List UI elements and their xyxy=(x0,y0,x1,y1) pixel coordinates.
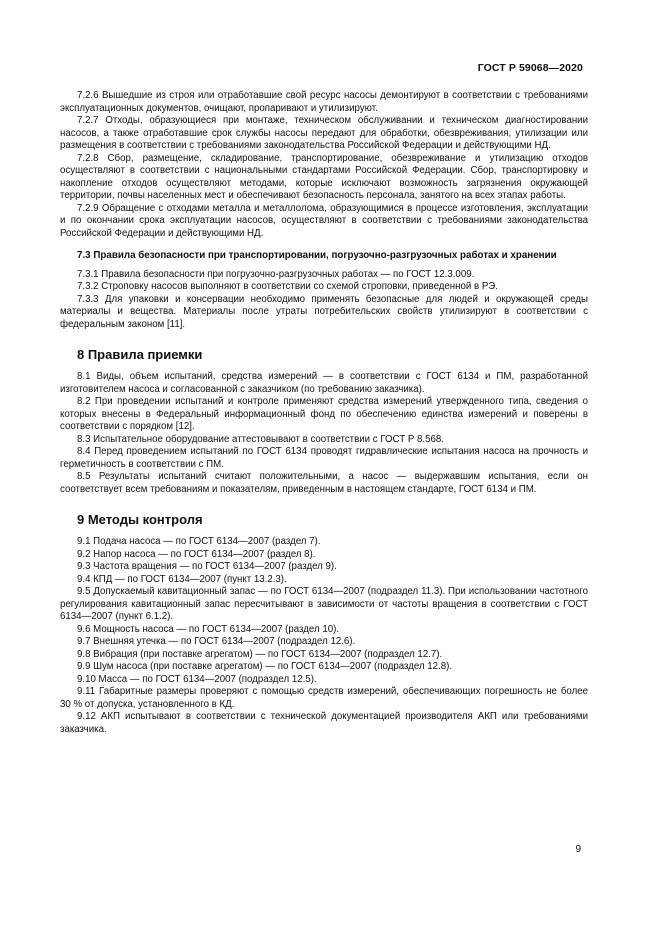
paragraph-8-1: 8.1 Виды, объем испытаний, средства измерений — в соответствии с ГОСТ 6134 и ПМ, разработанной изготовителем насоса и согласованной с заказчиком (по требованию заказчика). xyxy=(60,371,588,395)
paragraph-7-2-9: 7.2.9 Обращение с отходами металла и металлолома, образующимися в процессе изготовления, эксплуатации и по окончании срока эксплуатации насосов, осуществляют в соответствии с требованиями законодательства Российской Федерации и действующими НД. xyxy=(60,202,588,239)
paragraph-8-2: 8.2 При проведении испытаний и контроле применяют средства измерений утвержденного типа, сведения о которых внесены в Федеральный информационный фонд по обеспечению единства измерений и поверены в соответствии с порядком [12]. xyxy=(60,396,588,432)
paragraph-9-3: 9.3 Частота вращения — по ГОСТ 6134—2007 (раздел 9). xyxy=(77,561,337,572)
paragraph-8-3: 8.3 Испытательное оборудование аттестовывают в соответствии с ГОСТ Р 8.568. xyxy=(77,433,444,445)
paragraph-9-1: 9.1 Подача насоса — по ГОСТ 6134—2007 (раздел 7). xyxy=(77,536,321,547)
paragraph-8-5: 8.5 Результаты испытаний считают положительными, а насос — выдержавшим испытания, если он соответствует всем требованиям и показателям, приведенным в настоящем стандарте, ГОСТ 6134 и ПМ. xyxy=(60,471,588,495)
paragraph-7-2-8: 7.2.8 Сбор, размещение, складирование, транспортирование, обезвреживание и утилизацию отходов осуществляют в соответствии с национальными стандартами Российской Федерации. Сбор, транспортировку и накопление отходов осуществляют методами, которые исключают возможность загрязнения окружающей территории, почвы населенных мест и обеспечивают безопасность персонала, занятого на всех этапах работы. xyxy=(60,152,588,201)
section-heading-9: 9 Методы контроля xyxy=(77,512,203,527)
paragraph-7-3-2: 7.3.2 Строповку насосов выполняют в соответствии со схемой строповки, приведенной в РЭ. xyxy=(77,281,498,292)
paragraph-9-4: 9.4 КПД — по ГОСТ 6134—2007 (пункт 13.2.3). xyxy=(77,573,287,585)
paragraph-9-7: 9.7 Внешняя утечка — по ГОСТ 6134—2007 (подраздел 12.6). xyxy=(77,636,356,647)
document-id-header: ГОСТ Р 59068—2020 xyxy=(477,62,583,74)
paragraph-9-11: 9.11 Габаритные размеры проверяют с помощью средств измерений, обеспечивающих погрешность не более 30 % от допуска, установленного в КД. xyxy=(60,686,588,710)
paragraph-9-12: 9.12 АКП испытывают в соответствии с технической документацией производителя АКП или требованиями заказчика. xyxy=(60,711,588,735)
document-body xyxy=(60,90,588,736)
subsection-heading-7-3: 7.3 Правила безопасности при транспортировании, погрузочно-разгрузочных работах и хранении xyxy=(77,250,557,261)
page-number: 9 xyxy=(575,844,581,855)
paragraph-9-9: 9.9 Шум насоса (при поставке агрегатом) — по ГОСТ 6134—2007 (подраздел 12.8). xyxy=(77,661,453,672)
paragraph-9-5: 9.5 Допускаемый кавитационный запас — по ГОСТ 6134—2007 (подраздел 11.3). При использовании частотного регулирования кавитационный запас пересчитывают в зависимости от частоты вращения в соответствии с ГОСТ 6134—2007 (пункт 6.1.2). xyxy=(60,586,588,622)
paragraph-7-3-1: 7.3.1 Правила безопасности при погрузочно-разгрузочных работах — по ГОСТ 12.3.009. xyxy=(77,268,475,280)
paragraph-9-2: 9.2 Напор насоса — по ГОСТ 6134—2007 (раздел 8). xyxy=(77,548,316,560)
paragraph-8-4: 8.4 Перед проведением испытаний по ГОСТ 6134 проводят гидравлические испытания насоса на прочность и герметичность в соответствии с ПМ. xyxy=(60,446,588,470)
paragraph-7-2-6: 7.2.6 Вышедшие из строя или отработавшие свой ресурс насосы демонтируют в соответствии с требованиями эксплуатационных документов, очищают, пропаривают и утилизируют. xyxy=(60,90,588,114)
paragraph-7-2-7: 7.2.7 Отходы, образующиеся при монтаже, техническом обслуживании и техническом диагностировании насосов, а также отработавшие срок службы насосы передают для обработки, обезвреживания, утилизации или размещения в соответствии с требованиями законодательства Российской Федерации и действующими НД. xyxy=(60,115,588,151)
section-heading-8: 8 Правила приемки xyxy=(77,347,203,362)
paragraph-9-6: 9.6 Мощность насоса — по ГОСТ 6134—2007 (раздел 10). xyxy=(77,623,340,635)
paragraph-9-10: 9.10 Масса — по ГОСТ 6134—2007 (подраздел 12.5). xyxy=(77,673,317,685)
paragraph-7-3-3: 7.3.3 Для упаковки и консервации необходимо применять безопасные для людей и окружающей среды материалы и вещества. Материалы после утраты потребительских свойств утилизируют в соответствии с федеральным законом [11]. xyxy=(60,293,588,330)
paragraph-9-8: 9.8 Вибрация (при поставке агрегатом) — по ГОСТ 6134—2007 (подраздел 12.7). xyxy=(77,648,443,660)
